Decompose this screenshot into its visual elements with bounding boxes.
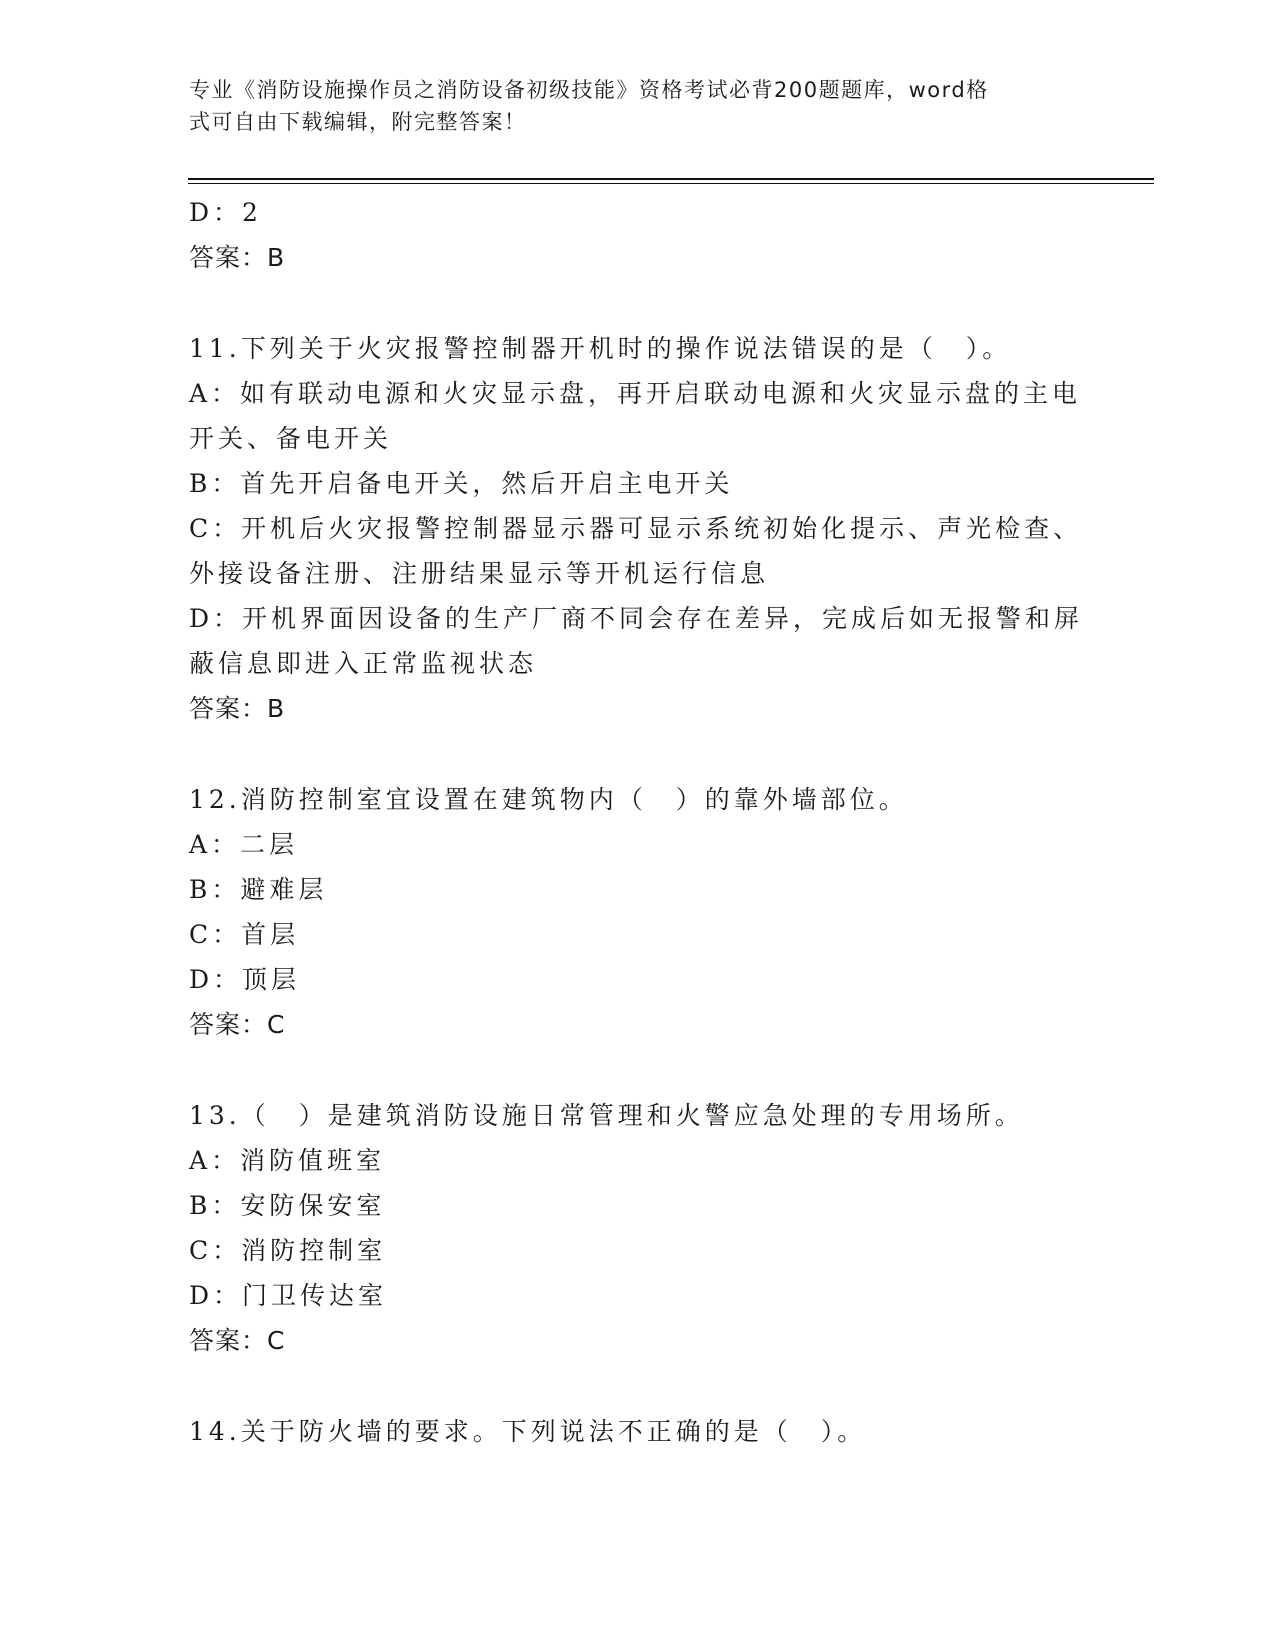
answer-line: 答案：C bbox=[189, 1010, 286, 1039]
option-a: A：二层 bbox=[189, 830, 299, 859]
question-11 bbox=[189, 326, 1089, 731]
option-c-continued: 外接设备注册、注册结果显示等开机运行信息 bbox=[189, 559, 770, 588]
option-d: D：开机界面因设备的生产厂商不同会存在差异，完成后如无报警和屏 bbox=[189, 604, 1084, 633]
previous-question-tail bbox=[189, 190, 1089, 280]
option-a: A：消防值班室 bbox=[189, 1146, 386, 1175]
question-stem: 11.下列关于火灾报警控制器开机时的操作说法错误的是（ ）。 bbox=[189, 334, 1012, 363]
option-b: B：安防保安室 bbox=[189, 1191, 386, 1220]
option-c: C：首层 bbox=[189, 920, 300, 949]
question-list bbox=[189, 190, 1089, 1454]
header-line-2: 式可自由下载编辑，附完整答案！ bbox=[189, 110, 527, 134]
question-stem: 13.（ ）是建筑消防设施日常管理和火警应急处理的专用场所。 bbox=[189, 1101, 1024, 1130]
document-header bbox=[189, 74, 1069, 138]
header-divider-thin bbox=[188, 183, 1154, 184]
answer-line: 答案：C bbox=[189, 1326, 286, 1355]
question-13 bbox=[189, 1093, 1089, 1363]
option-c: C：消防控制室 bbox=[189, 1236, 387, 1265]
question-12 bbox=[189, 777, 1089, 1047]
option-b: B：避难层 bbox=[189, 875, 328, 904]
header-divider-thick bbox=[188, 178, 1154, 180]
option-d-continued: 蔽信息即进入正常监视状态 bbox=[189, 649, 538, 678]
option-d: D：门卫传达室 bbox=[189, 1281, 388, 1310]
header-line-1: 专业《消防设施操作员之消防设备初级技能》资格考试必背200题题库，word格 bbox=[189, 78, 989, 102]
option-a-continued: 开关、备电开关 bbox=[189, 424, 393, 453]
question-stem: 12.消防控制室宜设置在建筑物内（ ）的靠外墙部位。 bbox=[189, 785, 908, 814]
option-c: C：开机后火灾报警控制器显示器可显示系统初始化提示、声光检查、 bbox=[189, 514, 1083, 543]
answer-line: 答案：B bbox=[189, 694, 286, 723]
answer-line: 答案：B bbox=[189, 243, 286, 272]
option-d: D：2 bbox=[189, 198, 262, 227]
option-d: D：顶层 bbox=[189, 965, 301, 994]
option-a: A：如有联动电源和火灾显示盘，再开启联动电源和火灾显示盘的主电 bbox=[189, 379, 1082, 408]
question-14 bbox=[189, 1409, 1089, 1454]
question-stem: 14.关于防火墙的要求。下列说法不正确的是（ ）。 bbox=[189, 1417, 867, 1446]
option-b: B：首先开启备电开关，然后开启主电开关 bbox=[189, 469, 734, 498]
